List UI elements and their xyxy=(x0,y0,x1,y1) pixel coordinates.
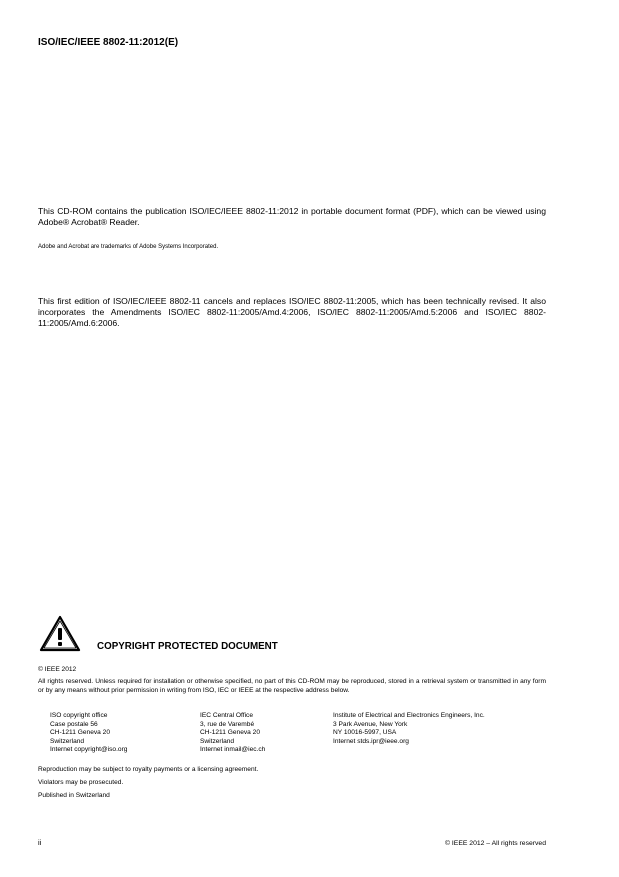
page-number: ii xyxy=(38,838,42,847)
copyright-year: © IEEE 2012 xyxy=(38,666,77,673)
rights-paragraph: All rights reserved. Unless required for installation or otherwise specified, no part of this CD-ROM may be reproduced, stored in a retrieval system or transmitted in any form or by any means without prior permission in writing from ISO, IEC or IEEE at the respective address below. xyxy=(38,678,546,694)
published-note: Published in Switzerland xyxy=(38,792,110,799)
address-line: Institute of Electrical and Electronics Engineers, Inc. xyxy=(333,712,485,719)
address-line: Case postale 56 xyxy=(50,720,98,728)
address-line: Internet stds.ipr@ieee.org xyxy=(333,737,409,745)
warning-triangle-icon xyxy=(38,614,82,654)
address-line: 3, rue de Varembé xyxy=(200,720,255,728)
ieee-address xyxy=(333,712,485,746)
cdrom-paragraph: This CD-ROM contains the publication ISO/IEC/IEEE 8802-11:2012 in portable document format (PDF), which can be viewed using Adobe® Acrobat® Reader. xyxy=(38,206,546,227)
address-line: Internet copyright@iso.org xyxy=(50,746,128,754)
document-id-header: ISO/IEC/IEEE 8802-11:2012(E) xyxy=(38,37,179,48)
violators-note: Violators may be prosecuted. xyxy=(38,779,124,786)
address-line: NY 10016-5997, USA xyxy=(333,729,397,737)
address-line: Internet inmail@iec.ch xyxy=(200,746,266,754)
address-line: IEC Central Office xyxy=(200,712,254,719)
address-line: 3 Park Avenue, New York xyxy=(333,720,408,728)
address-line: Switzerland xyxy=(50,737,85,745)
iso-address xyxy=(50,712,127,755)
footer-rights: © IEEE 2012 – All rights reserved xyxy=(445,840,546,847)
trademark-note: Adobe and Acrobat are trademarks of Adobe Systems Incorporated. xyxy=(38,244,219,250)
edition-paragraph: This first edition of ISO/IEC/IEEE 8802-11 cancels and replaces ISO/IEC 8802-11:2005, which has been technically revised. It also incorporates the Amendments ISO/IEC 8802-11:2005/Amd.4:2006, ISO/IEC 8802-11:2005/Amd.5:2006 and ISO/IEC 8802-11:2005/Amd.6:2006. xyxy=(38,296,546,328)
address-line: CH-1211 Geneva 20 xyxy=(200,729,260,737)
reproduction-note: Reproduction may be subject to royalty payments or a licensing agreement. xyxy=(38,766,259,773)
copyright-heading: COPYRIGHT PROTECTED DOCUMENT xyxy=(97,641,278,652)
address-line: CH-1211 Geneva 20 xyxy=(50,729,110,737)
address-line: Switzerland xyxy=(200,737,235,745)
iec-address xyxy=(200,712,265,755)
address-line: ISO copyright office xyxy=(50,712,108,719)
